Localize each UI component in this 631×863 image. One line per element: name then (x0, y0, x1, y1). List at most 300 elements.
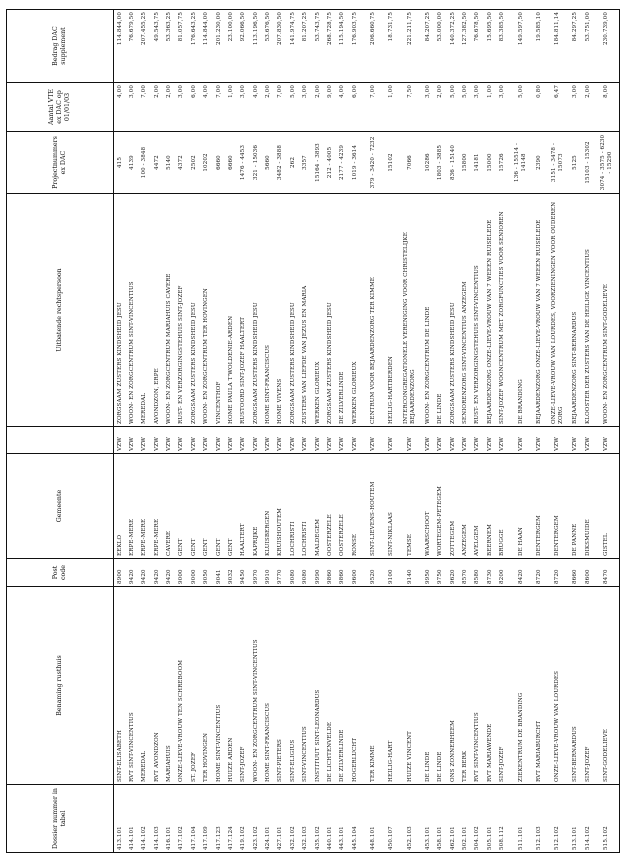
rechtsvorm-cell: VZW (114, 427, 127, 454)
gemeente-cell: SINT-LIEVENS-HOUTEM (362, 454, 386, 559)
rechtsvorm-cell: VZW (263, 427, 275, 454)
header-row (7, 10, 114, 853)
projectnummers-cell: 4472 (151, 132, 163, 194)
uitbatende-cell: RUST- EN VERZORGINGSTEHUIS SINT-JOZEF (176, 194, 188, 427)
bedrag-cell: 84.207,25 (422, 10, 434, 83)
rechtsvorm-cell: VZW (435, 427, 447, 454)
aantal-vte-cell: 2,00 (263, 83, 275, 132)
dossier-cell: 432.102 (287, 785, 299, 853)
postcode-cell: 9050 (201, 559, 213, 587)
dossier-cell: 417.124 (225, 785, 237, 853)
projectnummers-cell: 15726 (497, 132, 509, 194)
bedrag-cell: 18.731,75 (386, 10, 398, 83)
gemeente-cell: ERPE-MERE (126, 454, 138, 559)
benaming-cell: DE LINDE (435, 587, 447, 785)
bedrag-cell: 268.728,75 (324, 10, 336, 83)
table-row (546, 10, 570, 853)
benaming-cell: SINT-BERNARDUS (570, 587, 582, 785)
dossier-cell: 414.102 (139, 785, 151, 853)
aantal-vte-cell: 5,00 (459, 83, 471, 132)
benaming-cell: TER HOVINGEN (201, 587, 213, 785)
projectnummers-cell: 2502 (188, 132, 200, 194)
projectnummers-cell: 3151 - 3478 - 15073 (546, 132, 570, 194)
dossier-cell: 440.101 (324, 785, 336, 853)
benaming-cell: HOGERLUCHT (349, 587, 361, 785)
table-row (497, 10, 509, 853)
benaming-cell: SINT-JOZEF (238, 587, 250, 785)
bedrag-cell: 53.743,75 (312, 10, 324, 83)
benaming-cell: HUIZE ARDEN (225, 587, 237, 785)
dossier-cell: 417.109 (201, 785, 213, 853)
aantal-vte-cell: 2,00 (164, 83, 176, 132)
postcode-cell: 9520 (362, 559, 386, 587)
rechtsvorm-cell: VZW (126, 427, 138, 454)
aantal-vte-cell: 4,00 (337, 83, 349, 132)
aantal-vte-cell: 5,00 (287, 83, 299, 132)
postcode-cell: 9910 (263, 559, 275, 587)
aantal-vte-cell: 1,00 (484, 83, 496, 132)
postcode-cell: 9420 (164, 559, 176, 587)
gemeente-cell: EEKLO (114, 454, 127, 559)
uitbatende-cell: ZORGSAAM ZUSTERS KINDSHEID JESU (188, 194, 200, 427)
aantal-vte-cell: 4,00 (201, 83, 213, 132)
gemeente-cell: LOCHRISTI (300, 454, 312, 559)
uitbatende-cell: ZORGSAAM ZUSTERS KINDSHEID JESU (447, 194, 459, 427)
uitbatende-cell: MEREDAL (139, 194, 151, 427)
bedrag-cell: 53.751,00 (582, 10, 594, 83)
dossier-cell: 416.101 (164, 785, 176, 853)
bedrag-cell: 76.678,50 (472, 10, 484, 83)
gemeente-cell: GENT (176, 454, 188, 559)
rechtsvorm-cell: VZW (484, 427, 496, 454)
benaming-cell: ZIEKENTRUM DE BRANDING (509, 587, 533, 785)
rechtsvorm-cell: VZW (151, 427, 163, 454)
bedrag-cell: 115.194,50 (337, 10, 349, 83)
dossier-cell: 502.101 (459, 785, 471, 853)
postcode-cell: 9420 (139, 559, 151, 587)
projectnummers-cell: 2390 (533, 132, 545, 194)
benaming-cell: ONZE-LIEVE-VROUW VAN LOURDES (546, 587, 570, 785)
benaming-cell: MEREDAL (139, 587, 151, 785)
bedrag-cell: 221.211,75 (398, 10, 422, 83)
benaming-cell: MARIAHUIS (164, 587, 176, 785)
benaming-cell: RVT MARIABURCHT (533, 587, 545, 785)
uitbatende-cell: HOME SINT-FRANCISCUS (263, 194, 275, 427)
gemeente-cell: RONSE (349, 454, 361, 559)
dossier-cell: 508.112 (497, 785, 509, 853)
benaming-cell: HEILIG-HART (386, 587, 398, 785)
postcode-cell: 9990 (312, 559, 324, 587)
table-row (594, 10, 619, 853)
gemeente-cell: SINT-NIKLAAS (386, 454, 398, 559)
bedrag-cell: 81.207,25 (300, 10, 312, 83)
dossier-cell: 419.102 (238, 785, 250, 853)
aantal-vte-cell: 6,47 (546, 83, 570, 132)
table-row (139, 10, 151, 853)
benaming-cell: SINT-JOZEF (582, 587, 594, 785)
dossier-cell: 504.102 (472, 785, 484, 853)
bedrag-cell: 207.830,50 (275, 10, 287, 83)
postcode-cell: 9420 (126, 559, 138, 587)
projectnummers-cell: 836 - 15140 (447, 132, 459, 194)
table-row (472, 10, 484, 853)
gemeente-cell: DE HAAN (509, 454, 533, 559)
rechtsvorm-cell: VZW (447, 427, 459, 454)
uitbatende-cell: WOON- EN ZORGCENTRUM DE LINDE (422, 194, 434, 427)
aantal-vte-cell: 5,00 (447, 83, 459, 132)
rechtsvorm-cell: VZW (324, 427, 336, 454)
postcode-cell: 8200 (497, 559, 509, 587)
uitbatende-cell: INTERCONGREGATIONELE VERENIGING VOOR CHRISTELIJKE BEJAARDENZORG (398, 194, 422, 427)
projectnummers-cell: 1803 - 3885 (435, 132, 447, 194)
uitbatende-cell: WOON- EN ZORGCENTRUM SINT-GODELIEVE (594, 194, 619, 427)
bedrag-cell: 149.597,50 (509, 10, 533, 83)
rechtsvorm-cell: VZW (398, 427, 422, 454)
projectnummers-cell: 136 - 15514 - 14148 (509, 132, 533, 194)
aantal-vte-cell: 2,00 (151, 83, 163, 132)
uitbatende-cell: ZUSTERS VAN LIEFDE VAN JEZUS EN MARIA (300, 194, 312, 427)
gemeente-cell: ERPE-MERE (139, 454, 151, 559)
aantal-vte-cell: 7,00 (275, 83, 287, 132)
dossier-cell: 417.102 (176, 785, 188, 853)
aantal-vte-cell: 3,00 (422, 83, 434, 132)
table-body (114, 10, 620, 853)
gemeente-cell: GENT (201, 454, 213, 559)
dossier-cell: 414.101 (126, 785, 138, 853)
projectnummers-cell: 321 - 15036 (250, 132, 262, 194)
rechtsvorm-cell: VZW (225, 427, 237, 454)
bedrag-cell: 19.585,10 (533, 10, 545, 83)
uitbatende-cell: BEJAARDENZORG ONZE-LIEVE-VROUW VAN 7 WEEEN RUISELEDE (533, 194, 545, 427)
table-row (459, 10, 471, 853)
projectnummers-cell: 5125 (570, 132, 582, 194)
gemeente-cell: DENTERGEM (533, 454, 545, 559)
table-row (287, 10, 299, 853)
table-row (225, 10, 237, 853)
postcode-cell: 8420 (509, 559, 533, 587)
projectnummers-cell: 15103 - 15302 (582, 132, 594, 194)
uitbatende-cell: RUSTOORD SINT-JOZEF HAALTERT (238, 194, 250, 427)
dossier-cell: 443.101 (337, 785, 349, 853)
table-row (533, 10, 545, 853)
uitbatende-cell: DE BRANDING (509, 194, 533, 427)
projectnummers-cell: 3482 - 3888 (275, 132, 287, 194)
projectnummers-cell: 6660 (225, 132, 237, 194)
aantal-vte-cell: 3,00 (472, 83, 484, 132)
rechtsvorm-cell: VZW (139, 427, 151, 454)
bedrag-cell: 15.695,50 (484, 10, 496, 83)
bedrag-cell: 176.643,25 (188, 10, 200, 83)
gemeente-cell: DENTERGEM (546, 454, 570, 559)
uitbatende-cell: BEJAARDENZORG ONZE-LIEVE-VROUW VAN 7 WEEEN RUISELEDE (484, 194, 496, 427)
gemeente-cell: GISTEL (594, 454, 619, 559)
postcode-cell: 9032 (225, 559, 237, 587)
aantal-vte-cell: 3,00 (300, 83, 312, 132)
aantal-vte-cell: 2,00 (582, 83, 594, 132)
table-row (300, 10, 312, 853)
benaming-cell: RVT SINT-VINCENTIUS (472, 587, 484, 785)
benaming-cell: TER BERK (459, 587, 471, 785)
postcode-cell: 9450 (238, 559, 250, 587)
benaming-cell: SINT-ELIGIUS (287, 587, 299, 785)
dossier-cell: 417.123 (213, 785, 225, 853)
dossier-cell: 515.102 (594, 785, 619, 853)
aantal-vte-cell: 2,00 (312, 83, 324, 132)
postcode-cell: 8580 (472, 559, 484, 587)
rechtsvorm-cell: VZW (238, 427, 250, 454)
dossier-cell: 414.103 (151, 785, 163, 853)
rechtsvorm-cell: VZW (582, 427, 594, 454)
benaming-cell: RVT AVONDZON (151, 587, 163, 785)
bedrag-cell: 140.372,25 (447, 10, 459, 83)
uitbatende-cell: WOON- EN ZORGCENTRUM TER HOVINGEN (201, 194, 213, 427)
gemeente-cell: DE PANNE (570, 454, 582, 559)
dossier-cell: 424.101 (263, 785, 275, 853)
header-projectnummers: Projectnummers ex DAC (7, 132, 114, 194)
postcode-cell: 9970 (250, 559, 262, 587)
postcode-cell: 9860 (337, 559, 349, 587)
bedrag-cell: 230.739,00 (594, 10, 619, 83)
benaming-cell: DE ZILVERLINDE (337, 587, 349, 785)
uitbatende-cell: ZORGSAAM ZUSTERS KINDSHEID JESU (114, 194, 127, 427)
bedrag-cell: 184.811,14 (546, 10, 570, 83)
projectnummers-cell: 4372 (176, 132, 188, 194)
bedrag-cell: 92.066,50 (238, 10, 250, 83)
benaming-cell: HOME SINT-FRANCISCUS (263, 587, 275, 785)
dossier-cell: 432.103 (300, 785, 312, 853)
rechtsvorm-cell: VZW (497, 427, 509, 454)
table-row (176, 10, 188, 853)
postcode-cell: 9950 (422, 559, 434, 587)
postcode-cell: 9420 (151, 559, 163, 587)
table-row (151, 10, 163, 853)
dossier-cell: 413.101 (114, 785, 127, 853)
projectnummers-cell: 15102 (386, 132, 398, 194)
benaming-cell: WOON- EN ZORGCENTRUM SINT-VINCENTIUS (250, 587, 262, 785)
postcode-cell: 9000 (188, 559, 200, 587)
benaming-cell: SINT-JOZEF (497, 587, 509, 785)
bedrag-cell: 207.455,25 (139, 10, 151, 83)
table-row (509, 10, 533, 853)
benaming-cell: SINT-GODELIEVE (594, 587, 619, 785)
postcode-cell: 9000 (176, 559, 188, 587)
aantal-vte-cell: 3,00 (497, 83, 509, 132)
projectnummers-cell: 6660 (213, 132, 225, 194)
postcode-cell: 9080 (300, 559, 312, 587)
gemeente-cell: GENT (225, 454, 237, 559)
uitbatende-cell: HOME VIVENS (275, 194, 287, 427)
gemeente-cell: ERPE-MERE (151, 454, 163, 559)
rechtsvorm-cell: VZW (213, 427, 225, 454)
gemeente-cell: OOSTERZELE (337, 454, 349, 559)
benaming-cell: HUIZE VINCENT (398, 587, 422, 785)
bedrag-cell: 49.543,75 (151, 10, 163, 83)
bedrag-cell: 114.844,00 (114, 10, 127, 83)
table-row (349, 10, 361, 853)
rechtsvorm-cell: VZW (250, 427, 262, 454)
projectnummers-cell: 1476 - 4453 (238, 132, 250, 194)
aantal-vte-cell: 6,00 (349, 83, 361, 132)
postcode-cell: 8900 (114, 559, 127, 587)
aantal-vte-cell: 4,00 (250, 83, 262, 132)
bedrag-cell: 84.297,25 (570, 10, 582, 83)
uitbatende-cell: ZORGSAAM ZUSTERS KINDSHEID JESU (324, 194, 336, 427)
bedrag-cell: 23.100,00 (225, 10, 237, 83)
aantal-vte-cell: 3,00 (238, 83, 250, 132)
dossier-cell: 505.101 (484, 785, 496, 853)
postcode-cell: 9770 (275, 559, 287, 587)
postcode-cell: 9620 (447, 559, 459, 587)
projectnummers-cell: 10202 (201, 132, 213, 194)
gemeente-cell: BEERNEM (484, 454, 496, 559)
table-row (201, 10, 213, 853)
postcode-cell: 9100 (386, 559, 398, 587)
benaming-cell: DE LICHTENVELDE (324, 587, 336, 785)
uitbatende-cell: HOME PAULA T'WOLDENIE-ARDEN (225, 194, 237, 427)
projectnummers-cell: 15800 (459, 132, 471, 194)
table-row (570, 10, 582, 853)
uitbatende-cell: HEILIG-HARTBERDEN (386, 194, 398, 427)
table-row (422, 10, 434, 853)
gemeente-cell: ZOTTEGEM (447, 454, 459, 559)
dossier-cell: 514.102 (582, 785, 594, 853)
aantal-vte-cell: 2,00 (435, 83, 447, 132)
uitbatende-cell: DE LINDE (435, 194, 447, 427)
gemeente-cell: DIKSMUIDE (582, 454, 594, 559)
gemeente-cell: GENT (188, 454, 200, 559)
aantal-vte-cell: 5,00 (509, 83, 533, 132)
dossier-cell: 452.103 (398, 785, 422, 853)
dossier-cell: 423.102 (250, 785, 262, 853)
postcode-cell: 8730 (484, 559, 496, 587)
bedrag-cell: 201.230,00 (213, 10, 225, 83)
bedrag-cell: 113.196,50 (250, 10, 262, 83)
table-row (164, 10, 176, 853)
rechtsvorm-cell: VZW (188, 427, 200, 454)
bedrag-cell: 206.660,75 (362, 10, 386, 83)
postcode-cell: 9750 (435, 559, 447, 587)
gemeente-cell: KAPRIJKE (250, 454, 262, 559)
dossier-cell: 448.101 (362, 785, 386, 853)
gemeente-cell: TEMSE (398, 454, 422, 559)
projectnummers-cell: 14181 (472, 132, 484, 194)
uitbatende-cell: KLOOSTER DER ZUSTERS VAN DE HEILIGE VINCENTIUS (582, 194, 594, 427)
aantal-vte-cell: 4,00 (114, 83, 127, 132)
postcode-cell: 9140 (398, 559, 422, 587)
gemeente-cell: GENT (213, 454, 225, 559)
bedrag-cell: 83.385,50 (497, 10, 509, 83)
uitbatende-cell: AVONDZON, ERPE (151, 194, 163, 427)
gemeente-cell: KRUISHOUTEM (275, 454, 287, 559)
uitbatende-cell: WERKEN GLORIEUX (312, 194, 324, 427)
gemeente-cell: MALDEGEM (312, 454, 324, 559)
projectnummers-cell: 212 - 4005 (324, 132, 336, 194)
aantal-vte-cell: 9,00 (324, 83, 336, 132)
benaming-cell: TER KIMME (362, 587, 386, 785)
postcode-cell: 9080 (287, 559, 299, 587)
benaming-cell: SINT-VINCENTIUS (300, 587, 312, 785)
rechtsvorm-cell: VZW (287, 427, 299, 454)
table-row (324, 10, 336, 853)
rechtsvorm-cell: VZW (472, 427, 484, 454)
postcode-cell: 8720 (533, 559, 545, 587)
dac-supplement-table (6, 9, 620, 853)
table-row (386, 10, 398, 853)
aantal-vte-cell: 3,00 (570, 83, 582, 132)
postcode-cell: 8570 (459, 559, 471, 587)
rechtsvorm-cell: VZW (594, 427, 619, 454)
gemeente-cell: KLUISBERGEN (263, 454, 275, 559)
rechtsvorm-cell: VZW (362, 427, 386, 454)
aantal-vte-cell: 7,00 (139, 83, 151, 132)
benaming-cell: ONZE-LIEVE-VROUW TEN SCHREBOOM (176, 587, 188, 785)
aantal-vte-cell: 7,50 (398, 83, 422, 132)
rechtsvorm-cell: VZW (275, 427, 287, 454)
benaming-cell: RVT SINT-VINCENTIUS (126, 587, 138, 785)
uitbatende-cell: WOON- EN ZORGCENTRUM SINT-VINCENTIUS (126, 194, 138, 427)
header-postcode: Post code (7, 559, 114, 587)
benaming-cell: ONS ZONNERHEEM (447, 587, 459, 785)
dossier-cell: 435.102 (312, 785, 324, 853)
uitbatende-cell: RUST- EN VERZORGINGSTEHUIS SINT-VINCENTIUS (472, 194, 484, 427)
bedrag-cell: 53.000,00 (435, 10, 447, 83)
table-row (275, 10, 287, 853)
bedrag-cell: 114.844,00 (201, 10, 213, 83)
dossier-cell: 417.104 (188, 785, 200, 853)
gemeente-cell: WAARSCHOOT (422, 454, 434, 559)
projectnummers-cell: 1019 - 3614 (349, 132, 361, 194)
projectnummers-cell: 5660 (263, 132, 275, 194)
dossier-cell: 512.102 (546, 785, 570, 853)
uitbatende-cell: SINT-JOZEF WOONCENTRUM MET ZORGFUNCTIES VOOR SENIOREN (497, 194, 509, 427)
projectnummers-cell: 100 - 3848 (139, 132, 151, 194)
rechtsvorm-cell: VZW (459, 427, 471, 454)
aantal-vte-cell: 3,00 (126, 83, 138, 132)
benaming-cell: INSTITUUT SINT-LEONARDUS (312, 587, 324, 785)
projectnummers-cell: 4139 (126, 132, 138, 194)
rechtsvorm-cell: VZW (546, 427, 570, 454)
rechtsvorm-cell: VZW (164, 427, 176, 454)
rechtsvorm-cell: VZW (386, 427, 398, 454)
postcode-cell: 8720 (546, 559, 570, 587)
uitbatende-cell: CENTRUM VOOR BEJAARDENZORG TER KIMME (362, 194, 386, 427)
postcode-cell: 9041 (213, 559, 225, 587)
uitbatende-cell: WOON- EN ZORGCENTRUM MARIAHUIS CAVERE (164, 194, 176, 427)
table-row (484, 10, 496, 853)
aantal-vte-cell: 7,00 (213, 83, 225, 132)
dossier-cell: 427.101 (275, 785, 287, 853)
gemeente-cell: AVELGEM (472, 454, 484, 559)
gemeente-cell: WORTEGEM-PETEGEM (435, 454, 447, 559)
postcode-cell: 8660 (570, 559, 582, 587)
postcode-cell: 9860 (324, 559, 336, 587)
gemeente-cell: LOCHRISTI (287, 454, 299, 559)
uitbatende-cell: SENIORENZORG SINT-VINCENTIUS ANZEGEM (459, 194, 471, 427)
bedrag-cell: 53.363,25 (164, 10, 176, 83)
bedrag-cell: 81.057,75 (176, 10, 188, 83)
rechtsvorm-cell: VZW (349, 427, 361, 454)
header-benaming: Benaming rusthuis (7, 587, 114, 785)
benaming-cell: ST. JOZEF (188, 587, 200, 785)
table-row (126, 10, 138, 853)
projectnummers-cell: 3074 - 3575 - 6230 - 15290 (594, 132, 619, 194)
gemeente-cell: HAALTERT (238, 454, 250, 559)
table-row (362, 10, 386, 853)
dossier-cell: 511.101 (509, 785, 533, 853)
projectnummers-cell: 15000 (484, 132, 496, 194)
gemeente-cell: OOSTERZELE (324, 454, 336, 559)
uitbatende-cell: VINCENTHOF (213, 194, 225, 427)
